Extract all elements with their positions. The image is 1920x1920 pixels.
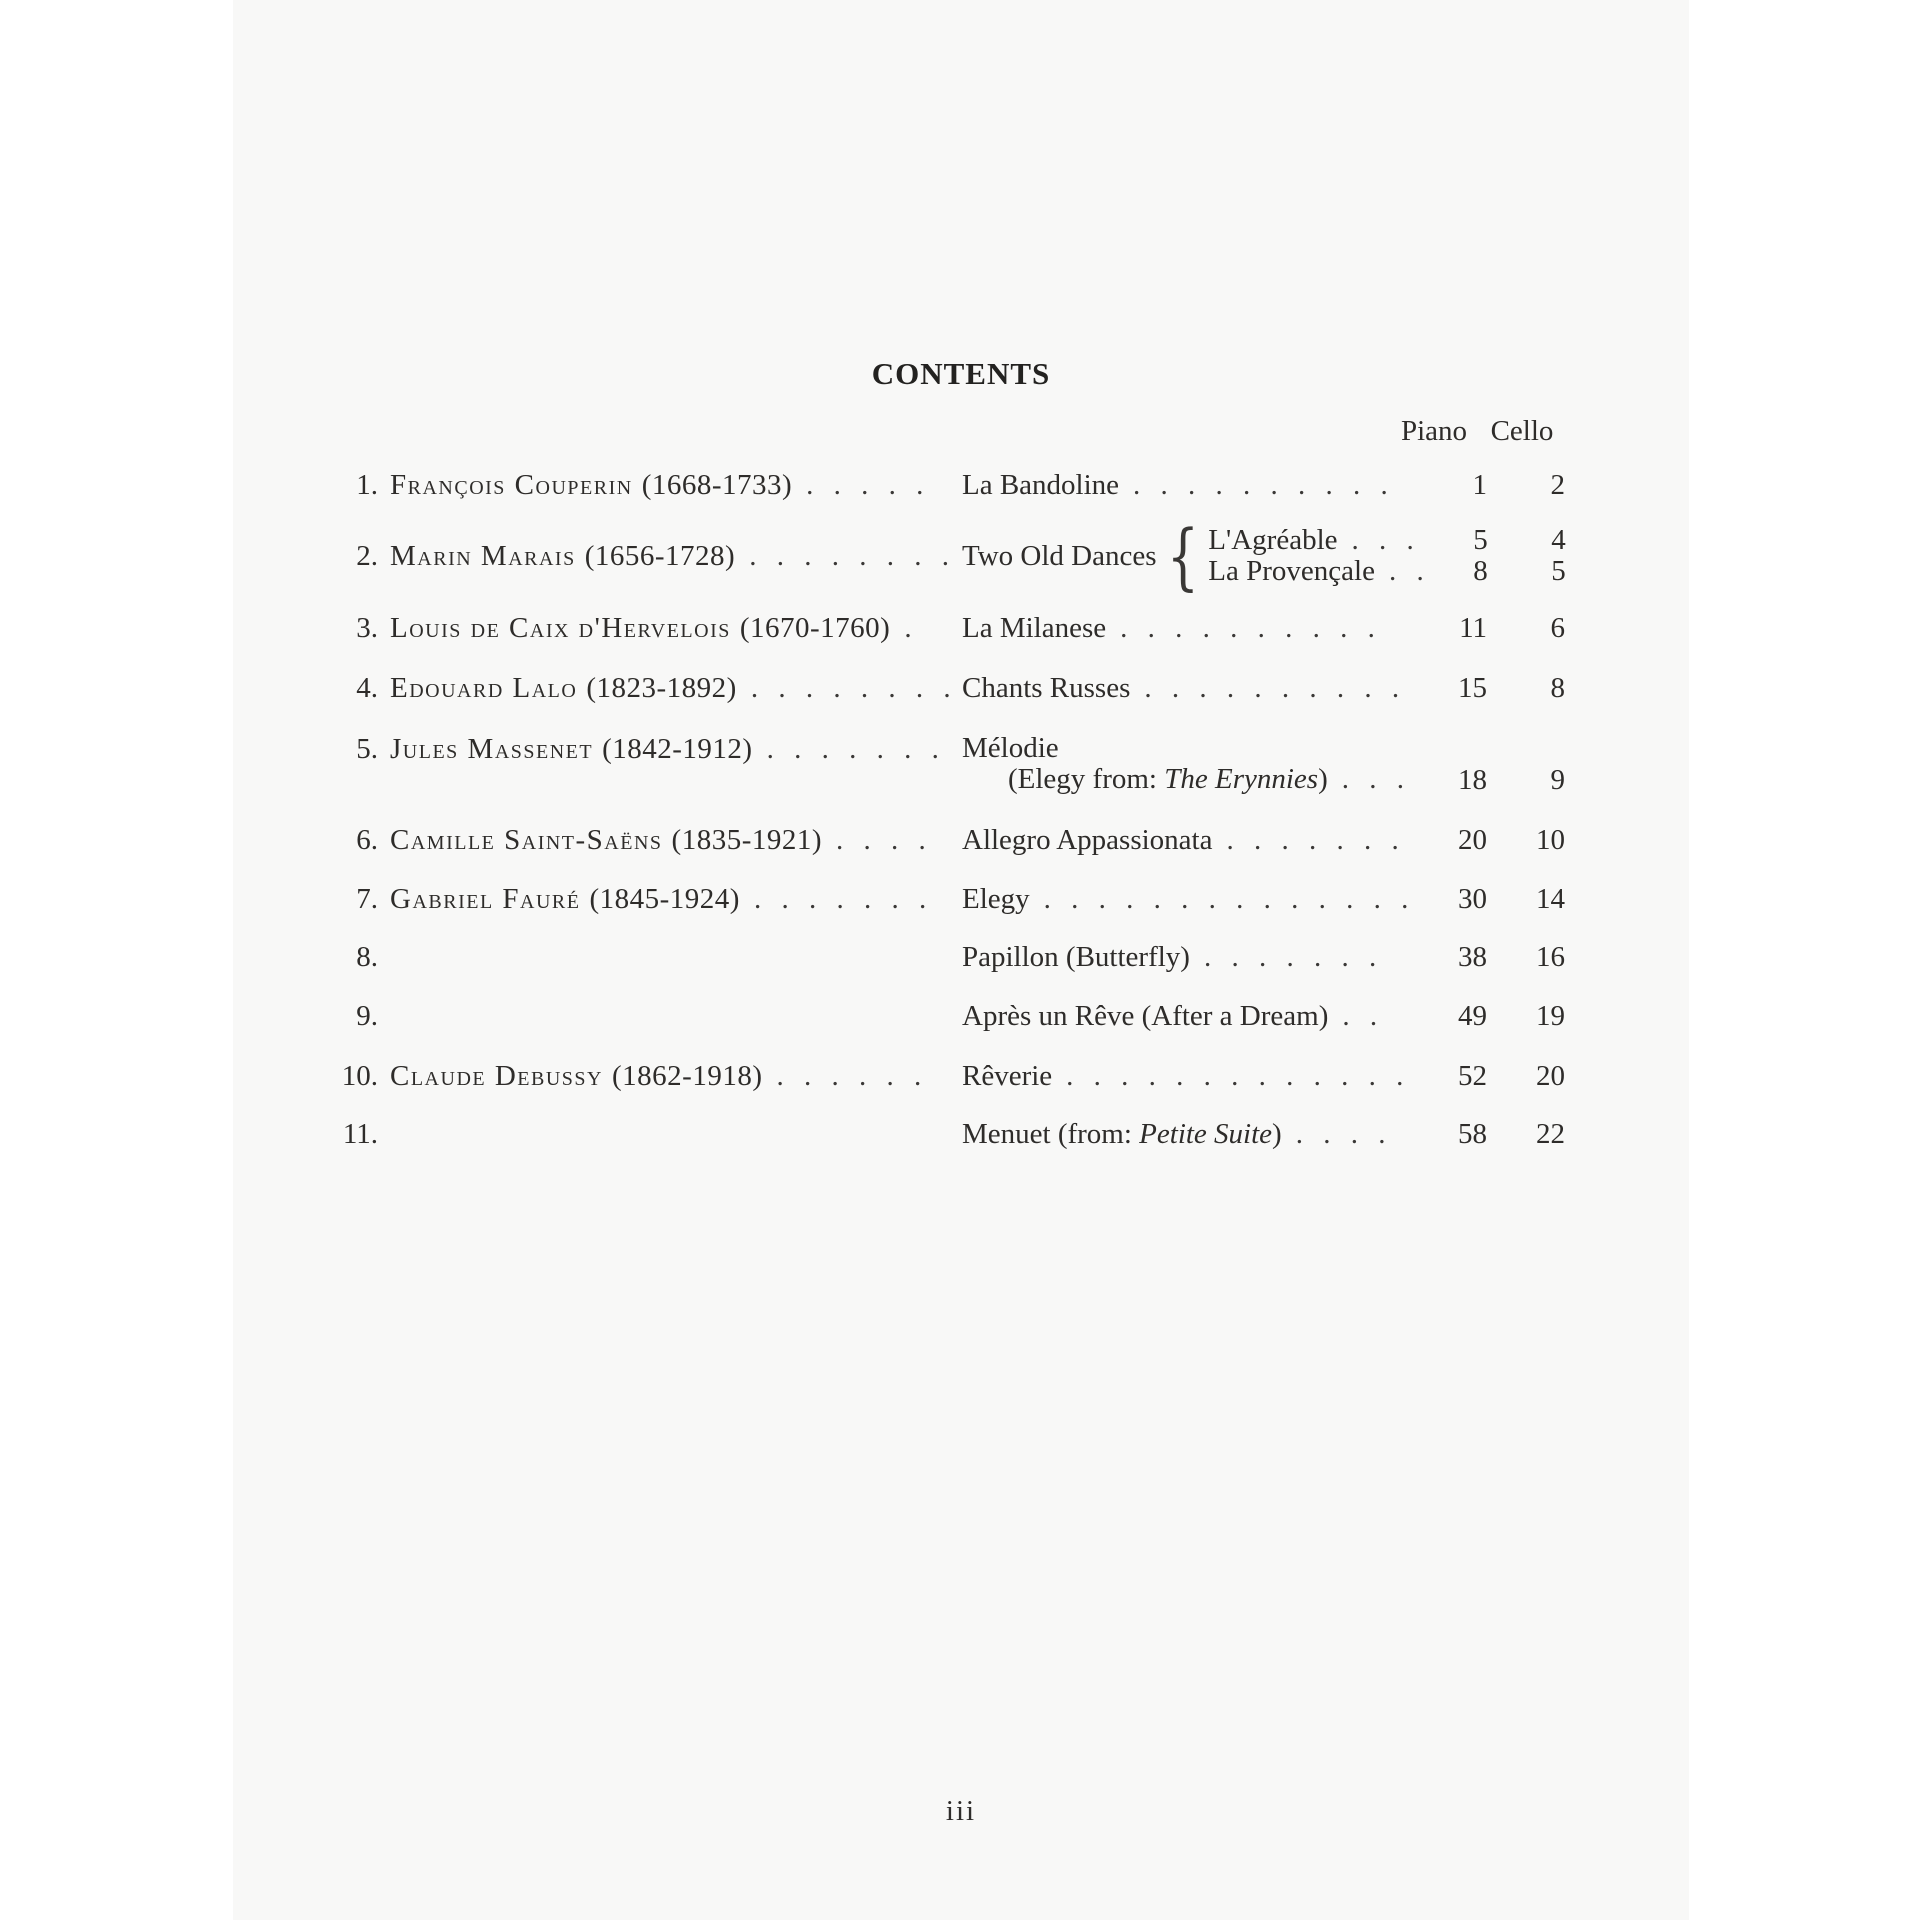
cello-page-number: 10 [1536, 824, 1565, 856]
composer-dates: (1842-1912) [602, 733, 753, 765]
cello-column-header: Cello [1490, 415, 1554, 447]
piece-title-cell [962, 733, 1417, 797]
sub-entry-line [1208, 525, 1423, 556]
piece-title: Rêverie [962, 1060, 1053, 1092]
piano-page-number: 20 [1458, 824, 1487, 856]
dot-leader: . . . . . . . . [750, 672, 951, 704]
entry-number: 11. [342, 1118, 378, 1150]
sub-entry-line [1208, 556, 1423, 587]
sub-piece-title: La Provençale [1208, 555, 1375, 587]
dot-leader: . . . [1351, 524, 1414, 556]
cello-page-number: 16 [1536, 941, 1565, 973]
piece-title-cell [962, 1000, 1417, 1033]
dot-leader: . . . . . . . . [749, 539, 949, 572]
cello-page-number: 22 [1536, 1118, 1565, 1150]
piano-page-value: 18 [1458, 764, 1487, 796]
composer-name: Edouard Lalo [390, 672, 578, 704]
toc-row-6 [318, 824, 1565, 857]
composer-dates: (1835-1921) [671, 824, 823, 856]
piece-title: Elegy [962, 883, 1030, 915]
composer-dates: (1668-1733) [641, 469, 793, 501]
composer-dates: (1823-1892) [586, 672, 737, 704]
cello-page-number: 14 [1536, 883, 1565, 915]
sub-entry [1208, 556, 1565, 587]
piece-title-cell [962, 1060, 1417, 1093]
piece-title: Après un Rêve (After a Dream) [962, 1000, 1329, 1032]
piece-title: Papillon (Butterfly) [962, 941, 1190, 973]
subtitle-italic: The Erynnies [1164, 763, 1319, 795]
composer-dates: (1656-1728) [584, 539, 736, 572]
toc-row-5 [318, 733, 1565, 797]
composer-name: François Couperin [390, 469, 633, 501]
dot-leader: . . . . . . . . . . [1133, 469, 1388, 501]
piece-title-cell [962, 514, 1566, 598]
piano-page-number [1417, 733, 1487, 797]
composer-name: Gabriel Fauré [390, 883, 581, 915]
dot-leader: . . . . . . . [1203, 941, 1377, 973]
piece-title-cell [962, 612, 1417, 645]
dot-leader: . . . . . . . . . . [1144, 672, 1400, 704]
composer-cell [390, 540, 962, 573]
cello-page-number [1487, 733, 1565, 797]
cello-page-number: 19 [1536, 1000, 1565, 1032]
cello-page-number: 20 [1536, 1060, 1565, 1092]
piece-subtitle [962, 764, 1417, 795]
scanned-page [233, 0, 1689, 1920]
composer-cell [390, 612, 962, 645]
piece-title-cell [962, 1118, 1417, 1151]
composer-cell [390, 672, 962, 705]
composer-name: Jules Massenet [390, 733, 594, 765]
left-brace-glyph: { [1167, 514, 1200, 598]
piano-page-number: 38 [1458, 941, 1487, 973]
piece-title-cell [962, 824, 1417, 857]
toc-row-2 [318, 514, 1566, 598]
toc-row-7 [318, 883, 1565, 916]
toc-row-11 [318, 1118, 1565, 1151]
entry-number: 7. [356, 883, 378, 915]
composer-dates: (1845-1924) [589, 883, 740, 915]
piano-page-number: 5 [1473, 524, 1488, 556]
entry-number: 9. [356, 1000, 378, 1032]
subtitle-suffix: ) [1318, 763, 1328, 795]
piece-title-cell [962, 469, 1417, 502]
composer-cell [390, 824, 962, 857]
composer-dates: (1670-1760) [739, 612, 891, 644]
piece-title-cell [962, 883, 1417, 916]
dot-leader: . . . . . . . [753, 883, 927, 915]
toc-row-4 [318, 672, 1565, 705]
toc-row-8 [318, 941, 1565, 974]
entry-number: 2. [356, 539, 378, 572]
subtitle-prefix: (Elegy from: [1008, 763, 1165, 795]
entry-number: 1. [356, 469, 378, 501]
composer-name: Claude Debussy [390, 1060, 603, 1092]
dot-leader: . . . [1341, 763, 1404, 795]
composer-name: Marin Marais [390, 539, 576, 572]
composer-cell [390, 1000, 962, 1033]
piano-page-number: 58 [1458, 1118, 1487, 1150]
toc-row-9 [318, 1000, 1565, 1033]
cello-page-number: 8 [1550, 672, 1565, 704]
piece-title: Two Old Dances [962, 539, 1157, 572]
entry-number: 10. [341, 1060, 378, 1092]
composer-cell [390, 733, 962, 766]
cello-page-value: 9 [1550, 764, 1565, 796]
cello-page-number: 2 [1550, 469, 1565, 501]
piano-page-number: 52 [1458, 1060, 1487, 1092]
dot-leader: . . . . . . . . . . . . . [1066, 1060, 1404, 1092]
sub-entry [1208, 525, 1565, 556]
dot-leader: . . . . . . [776, 1060, 922, 1092]
toc-row-3 [318, 612, 1565, 645]
entry-number: 5. [356, 733, 378, 765]
title-suffix: ) [1272, 1118, 1282, 1150]
cello-page-number: 6 [1550, 612, 1565, 644]
toc-row-1 [318, 469, 1565, 502]
composer-cell [390, 941, 962, 974]
composer-cell [390, 469, 962, 502]
entry-number: 3. [356, 612, 378, 644]
piece-title: La Bandoline [962, 469, 1120, 501]
piano-page-number: 49 [1458, 1000, 1487, 1032]
piece-title: La Milanese [962, 612, 1107, 644]
piano-page-number: 15 [1458, 672, 1487, 704]
piece-title: Chants Russes [962, 672, 1131, 704]
dot-leader: . . . . . . . . . . . . . . [1043, 883, 1409, 915]
entry-number: 4. [356, 672, 378, 704]
piano-page-number: 11 [1459, 612, 1487, 644]
column-headers [318, 415, 1565, 448]
page-folio: iii [945, 1795, 977, 1827]
entry-number: 8. [356, 941, 378, 973]
dot-leader: . . . . [836, 824, 926, 856]
piece-title: Allegro Appassionata [962, 824, 1213, 856]
composer-name: Louis de Caix d'Hervelois [390, 612, 731, 644]
toc-row-10 [318, 1060, 1565, 1093]
composer-name: Camille Saint-Saëns [390, 824, 663, 856]
column-header-spacer [318, 415, 1389, 448]
entry-number: 6. [356, 824, 378, 856]
piano-page-number: 8 [1473, 555, 1488, 587]
piece-title: Mélodie [962, 732, 1059, 764]
dot-leader: . [904, 612, 912, 644]
piano-column-header: Piano [1400, 415, 1468, 447]
piece-title-cell [962, 941, 1417, 974]
dot-leader: . . . . [1295, 1118, 1386, 1150]
dot-leader: . . . . . [806, 469, 924, 501]
piano-page-number: 1 [1472, 469, 1487, 501]
composer-dates: (1862-1918) [612, 1060, 763, 1092]
title-italic: Petite Suite [1139, 1118, 1273, 1150]
brace-sub-entries [1208, 525, 1565, 587]
composer-cell [390, 1060, 962, 1093]
dot-leader: . . . . . . . [766, 733, 939, 765]
dot-leader: . . [1388, 555, 1424, 587]
piece-title-cell [962, 672, 1417, 705]
cello-page-number: 4 [1551, 524, 1566, 556]
dot-leader: . . [1342, 1000, 1378, 1032]
piano-page-number: 30 [1458, 883, 1487, 915]
cello-page-number: 5 [1551, 555, 1566, 587]
dot-leader: . . . . . . . . . . [1120, 612, 1375, 644]
title-prefix: Menuet (from: [962, 1118, 1140, 1150]
page-title: CONTENTS [871, 356, 1051, 391]
composer-cell [390, 883, 962, 916]
composer-cell [390, 1118, 962, 1151]
dot-leader: . . . . . . . [1226, 824, 1399, 856]
sub-piece-title: L'Agréable [1208, 524, 1338, 556]
